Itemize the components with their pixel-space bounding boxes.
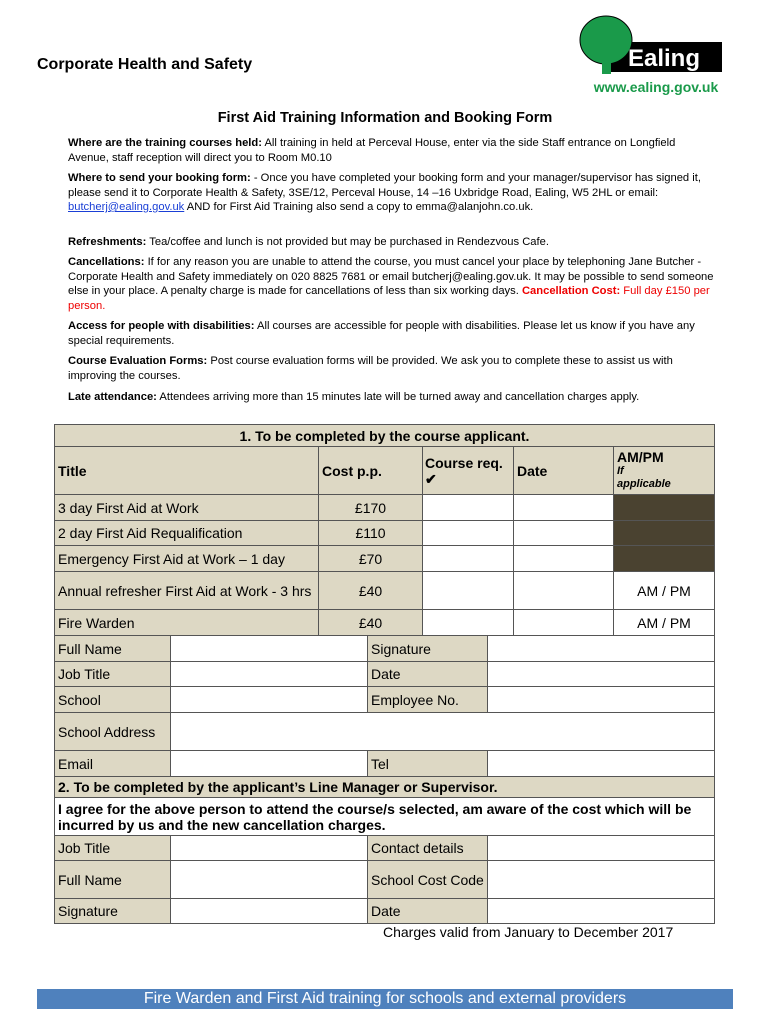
employee-no-label: Employee No. xyxy=(367,686,488,713)
ampm-field[interactable]: AM / PM xyxy=(613,571,715,610)
tel-label: Tel xyxy=(367,750,488,777)
tel-input[interactable] xyxy=(487,750,715,777)
ampm-disabled xyxy=(613,520,715,546)
course-req-input[interactable] xyxy=(422,609,514,636)
manager-agreement: I agree for the above person to attend the course/s selected, am aware of the cost which will be incurred by us and the new cancellation charges. xyxy=(54,797,715,836)
manager-full-name-label: Full Name xyxy=(54,860,171,899)
manager-signature-input[interactable] xyxy=(170,898,368,924)
course-req-input[interactable] xyxy=(422,571,514,610)
course-cost: £70 xyxy=(318,545,423,572)
info-evaluation: Course Evaluation Forms: Post course evaluation forms will be provided. We ask you to complete these to assist us with improving the courses. xyxy=(68,355,673,382)
info-location: Where are the training courses held: All training in held at Perceval House, enter via the side Staff entrance on Longfield Avenue, staff reception will direct you to Room M0.10 xyxy=(68,137,676,164)
course-title: Fire Warden xyxy=(54,609,319,636)
course-title: 2 day First Aid Requalification xyxy=(54,520,319,546)
svg-text:Ealing: Ealing xyxy=(627,45,701,72)
job-title-label: Job Title xyxy=(54,661,171,687)
col-title: Title xyxy=(54,446,319,495)
manager-full-name-input[interactable] xyxy=(170,860,368,899)
job-title-input[interactable] xyxy=(170,661,368,687)
course-cost: £110 xyxy=(318,520,423,546)
col-cost: Cost p.p. xyxy=(318,446,423,495)
full-name-label: Full Name xyxy=(54,635,171,662)
col-date: Date xyxy=(513,446,614,495)
cost-code-input[interactable] xyxy=(487,860,715,899)
email-input[interactable] xyxy=(170,750,368,777)
course-cost: £40 xyxy=(318,571,423,610)
course-title: Annual refresher First Aid at Work - 3 hrs xyxy=(54,571,319,610)
signature-input[interactable] xyxy=(487,635,715,662)
course-date-input[interactable] xyxy=(513,609,614,636)
info-refreshments: Refreshments: Tea/coffee and lunch is not provided but may be purchased in Rendezvous Cafe. xyxy=(68,236,549,248)
email-link[interactable]: butcherj@ealing.gov.uk xyxy=(68,201,185,213)
svg-text:www.ealing.gov.uk: www.ealing.gov.uk xyxy=(593,79,719,95)
course-title: 3 day First Aid at Work xyxy=(54,494,319,521)
manager-job-title-label: Job Title xyxy=(54,835,171,861)
school-input[interactable] xyxy=(170,686,368,713)
signature-label: Signature xyxy=(367,635,488,662)
manager-date-input[interactable] xyxy=(487,898,715,924)
info-send: Where to send your booking form: - Once you have completed your booking form and your manager/supervisor has signed it, please send it to Corporate Health & Safety, 3SE/12, Perceval House, 14 –16 Uxbridge Road, Ealing, W5 2HL or email: butcherj@ealing.gov.uk AND for First Aid Training also send a copy to emma@alanjohn.co.uk. xyxy=(68,172,701,213)
date-input[interactable] xyxy=(487,661,715,687)
footer-banner: Fire Warden and First Aid training for schools and external providers xyxy=(37,989,733,1009)
ampm-field[interactable]: AM / PM xyxy=(613,609,715,636)
cost-code-label: School Cost Code xyxy=(367,860,488,899)
info-access: Access for people with disabilities: All courses are accessible for people with disabilities. Please let us know if you have any special requirements. xyxy=(68,320,695,347)
email-label: Email xyxy=(54,750,171,777)
organisation-heading: Corporate Health and Safety xyxy=(37,56,253,73)
manager-job-title-input[interactable] xyxy=(170,835,368,861)
school-address-label: School Address xyxy=(54,712,171,751)
ampm-disabled xyxy=(613,545,715,572)
col-ampm: AM/PM If applicable xyxy=(613,446,715,495)
manager-signature-label: Signature xyxy=(54,898,171,924)
manager-date-label: Date xyxy=(367,898,488,924)
col-course-req: Course req. ✔ xyxy=(422,446,514,495)
section1-heading: 1. To be completed by the course applicant. xyxy=(54,424,715,447)
charges-validity: Charges valid from January to December 2017 xyxy=(383,924,674,940)
employee-no-input[interactable] xyxy=(487,686,715,713)
course-req-input[interactable] xyxy=(422,520,514,546)
course-cost: £40 xyxy=(318,609,423,636)
course-title: Emergency First Aid at Work – 1 day xyxy=(54,545,319,572)
course-cost: £170 xyxy=(318,494,423,521)
school-address-input[interactable] xyxy=(170,712,715,751)
course-req-input[interactable] xyxy=(422,545,514,572)
ampm-disabled xyxy=(613,494,715,521)
full-name-input[interactable] xyxy=(170,635,368,662)
contact-details-label: Contact details xyxy=(367,835,488,861)
school-label: School xyxy=(54,686,171,713)
contact-details-input[interactable] xyxy=(487,835,715,861)
course-date-input[interactable] xyxy=(513,520,614,546)
section2-heading: 2. To be completed by the applicant’s Line Manager or Supervisor. xyxy=(54,776,715,798)
form-title: First Aid Training Information and Booking Form xyxy=(217,110,553,126)
ealing-logo xyxy=(576,12,732,96)
course-req-input[interactable] xyxy=(422,494,514,521)
date-label: Date xyxy=(367,661,488,687)
course-date-input[interactable] xyxy=(513,494,614,521)
info-late: Late attendance: Attendees arriving more than 15 minutes late will be turned away and cancellation charges apply. xyxy=(68,391,640,403)
course-date-input[interactable] xyxy=(513,545,614,572)
info-cancellations: Cancellations: If for any reason you are unable to attend the course, you must cancel your place by telephoning Jane Butcher - Corporate Health and Safety immediately on 020 8825 7681 or email butcherj@ealing.gov.uk. It may be possible to send someone else in your place. A penalty charge is made for cancellations of less than six working days. Cancellation Cost: Full day £150 per person. xyxy=(68,256,714,312)
course-date-input[interactable] xyxy=(513,571,614,610)
